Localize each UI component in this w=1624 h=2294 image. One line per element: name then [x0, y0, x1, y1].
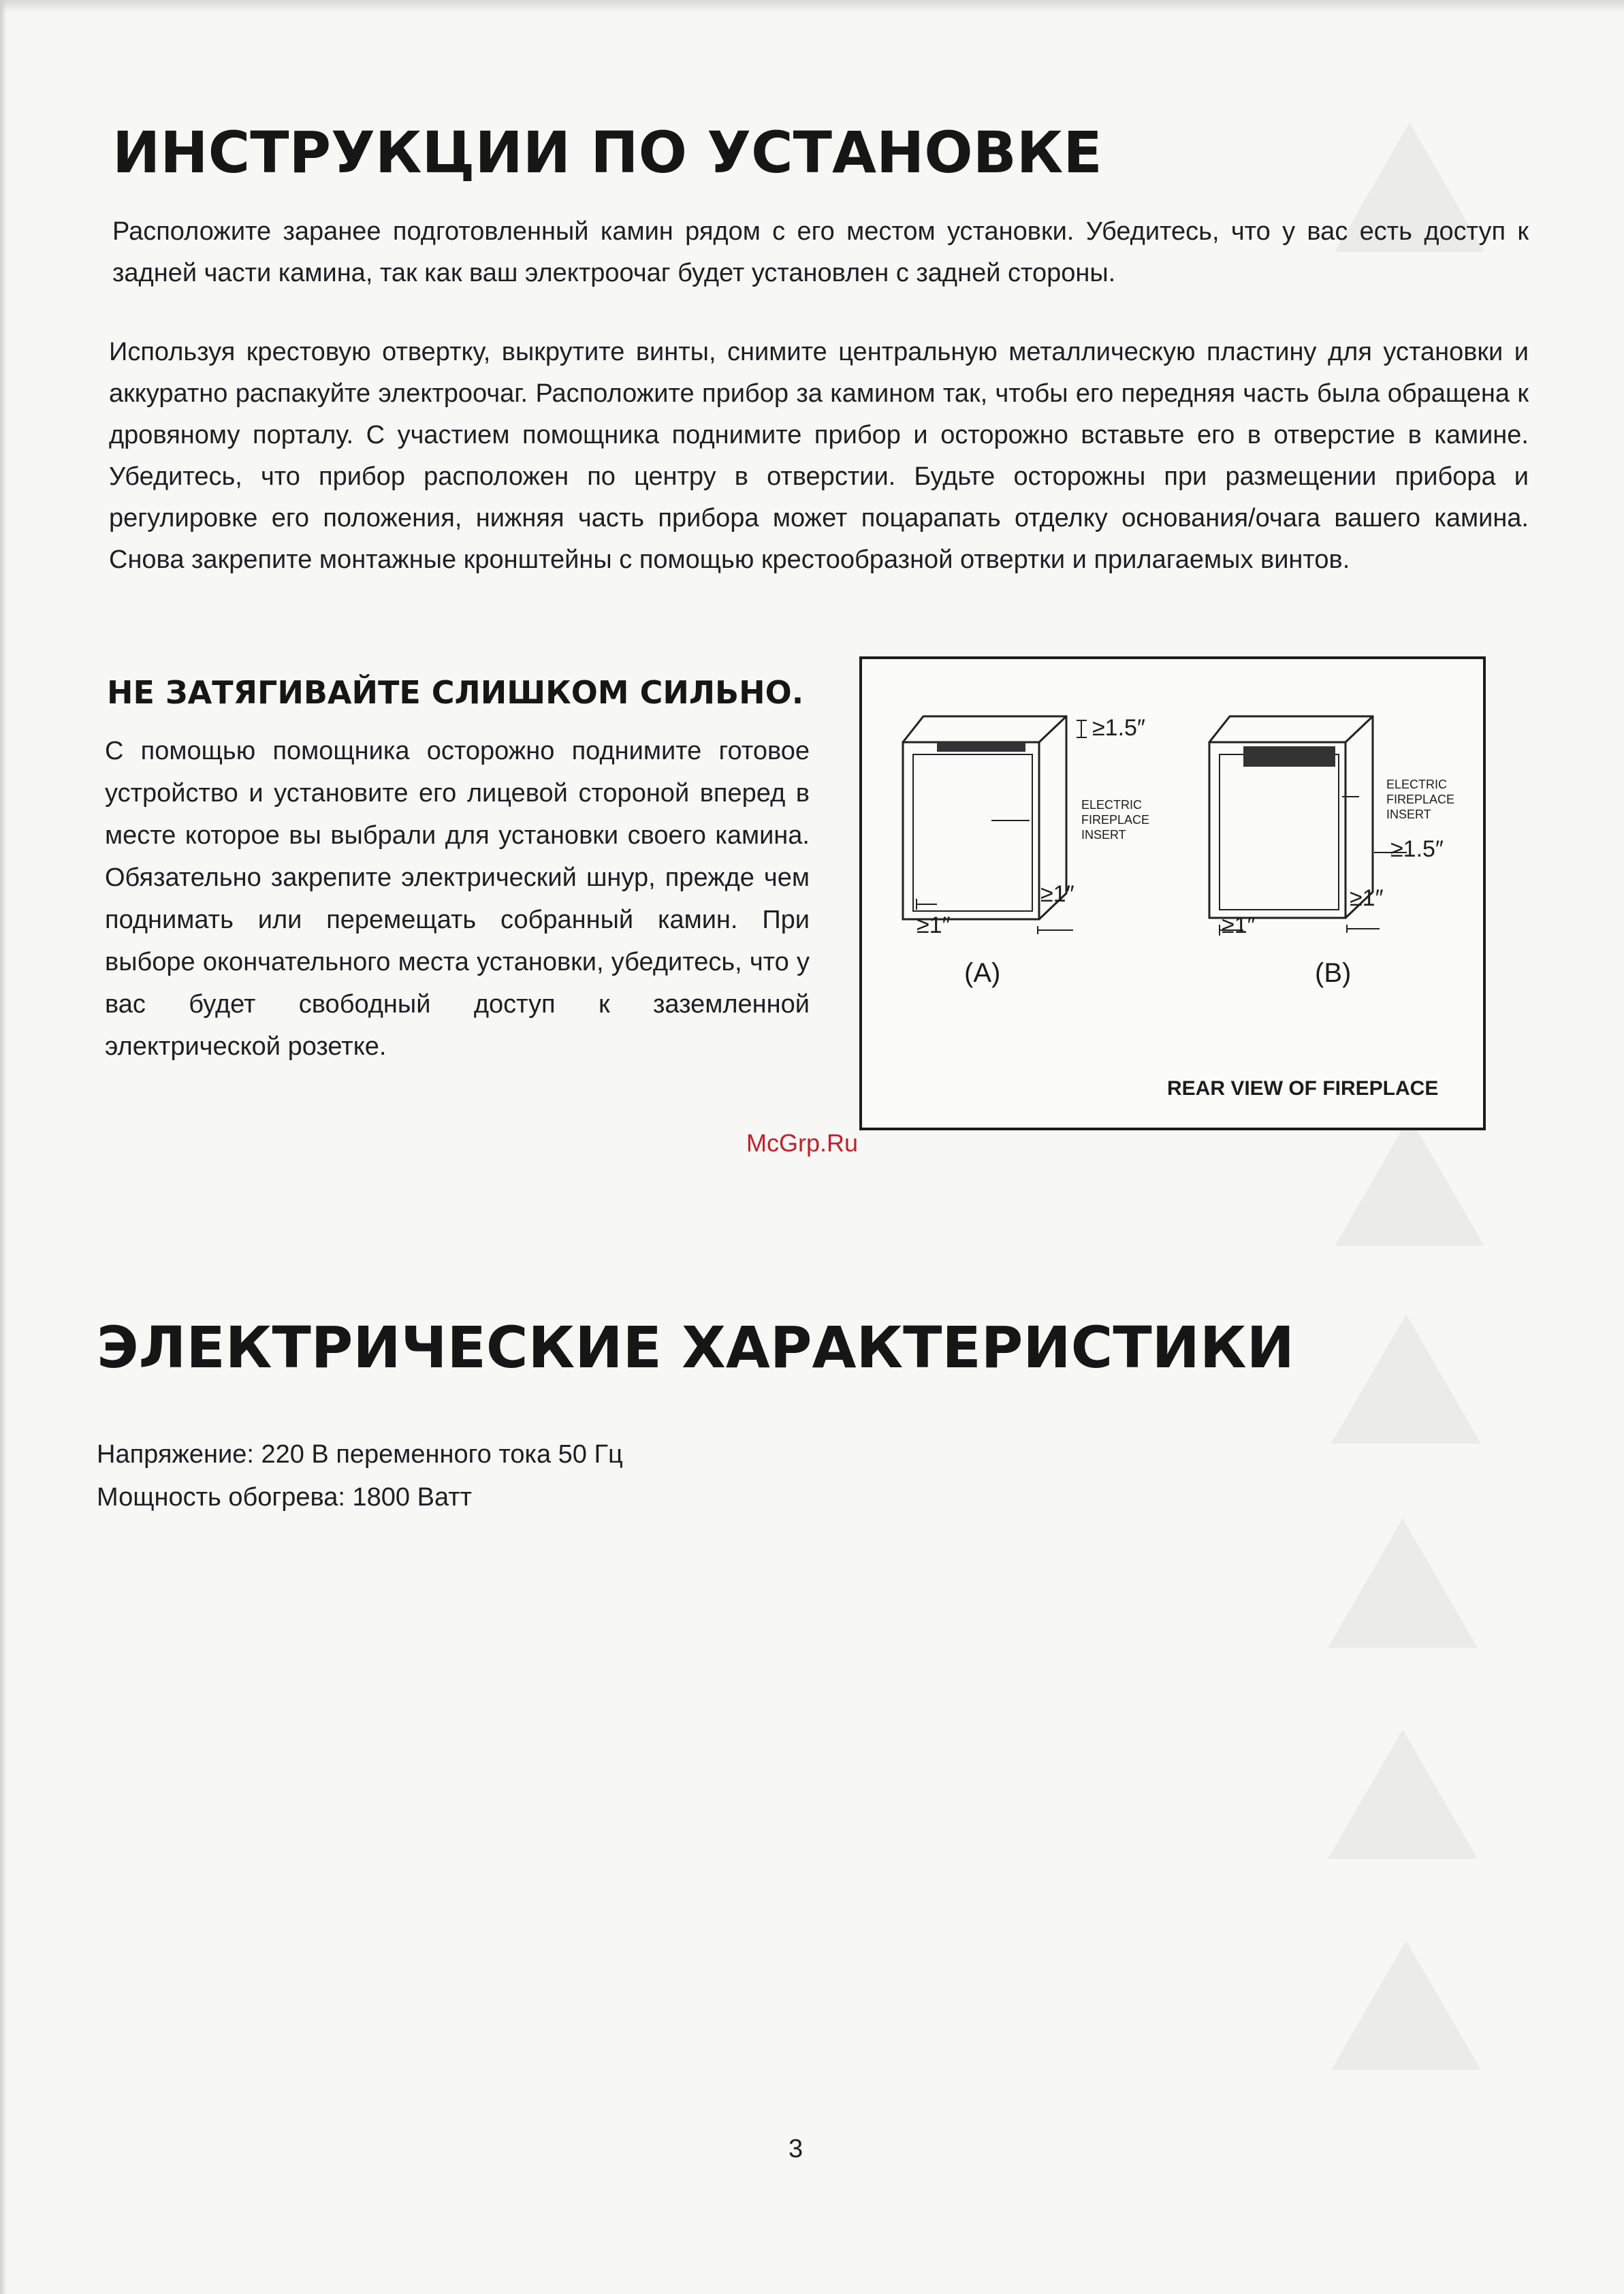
- view-a-insert-label-2: FIREPLACE: [1081, 813, 1150, 827]
- installation-title: ИНСТРУКЦИИ ПО УСТАНОВКЕ: [112, 119, 1102, 186]
- electrical-specs-title: ЭЛЕКТРИЧЕСКИЕ ХАРАКТЕРИСТИКИ: [97, 1314, 1294, 1381]
- page-number: 3: [789, 2135, 803, 2163]
- bleed-through-warning-icon: [1331, 1314, 1481, 1444]
- view-b-insert-label-1: ELECTRIC: [1386, 778, 1448, 791]
- install-paragraph-3: С помощью помощника осторожно поднимите готовое устройство и установите его лицевой стороной вперед в месте которое вы выбрали для установки своего камина. Обязательно закрепите электрический шнур, прежде чем поднимать или перемещать собранный камин. При выборе окончательного места установки, убедитесь, что у вас будет свободный доступ к заземленной электрической розетке.: [105, 737, 810, 1061]
- bleed-through-warning-icon: [1328, 1730, 1478, 1859]
- view-a-clearance-bottom: ≥1″: [917, 912, 951, 938]
- view-a-label: (A): [964, 958, 1001, 988]
- install-paragraph-1: Расположите заранее подготовленный камин рядом с его местом установки. Убедитесь, что у вас есть доступ к задней части камина, так как ваш электроочаг будет установлен с задней стороны.: [112, 217, 1529, 287]
- view-a-clearance-top: ≥1.5″: [1092, 715, 1145, 741]
- view-b-clearance-side-top: ≥1.5″: [1390, 836, 1444, 862]
- view-b-insert-label-2: FIREPLACE: [1386, 793, 1455, 806]
- overtighten-warning-heading: НЕ ЗАТЯГИВАЙТЕ СЛИШКОМ СИЛЬНО.: [107, 674, 804, 711]
- bleed-through-warning-icon: [1328, 1518, 1478, 1648]
- rear-view-diagram: [859, 656, 1486, 1130]
- diagram-labels: [862, 659, 1483, 1128]
- view-a-insert-label-3: INSERT: [1081, 828, 1126, 842]
- spec-voltage: Напряжение: 220 В переменного тока 50 Гц: [97, 1440, 623, 1469]
- view-b-label: (B): [1315, 958, 1352, 988]
- view-b-clearance-bottom: ≥1″: [1222, 912, 1256, 938]
- view-a-clearance-side: ≥1″: [1040, 881, 1074, 907]
- install-paragraph-2: Используя крестовую отвертку, выкрутите винты, снимите центральную металлическую пластину для установки и аккуратно распакуйте электроочаг. Расположите прибор за камином так, чтобы его передняя часть была обращена к дровяному порталу. С участием помощника поднимите прибор и осторожно вставьте его в отверстие в камине. Убедитесь, что прибор расположен по центру в отверстии. Будьте осторожны при размещении прибора и регулировке его положения, нижняя часть прибора может поцарапать отделку основания/очага вашего камина. Снова закрепите монтажные кронштейны с помощью крестообразной отвертки и прилагаемых винтов.: [109, 338, 1529, 574]
- view-a-insert-label-1: ELECTRIC: [1081, 798, 1143, 812]
- bleed-through-warning-icon: [1335, 1117, 1484, 1246]
- watermark: McGrp.Ru: [746, 1129, 859, 1157]
- diagram-caption: REAR VIEW OF FIREPLACE: [1167, 1077, 1439, 1100]
- view-b-insert-label-3: INSERT: [1386, 808, 1431, 821]
- scan-edge: [0, 0, 1624, 12]
- scan-edge: [0, 0, 7, 2294]
- view-b-clearance-side: ≥1″: [1350, 885, 1384, 911]
- bleed-through-warning-icon: [1331, 1941, 1481, 2070]
- spec-power: Мощность обогрева: 1800 Ватт: [97, 1483, 473, 1512]
